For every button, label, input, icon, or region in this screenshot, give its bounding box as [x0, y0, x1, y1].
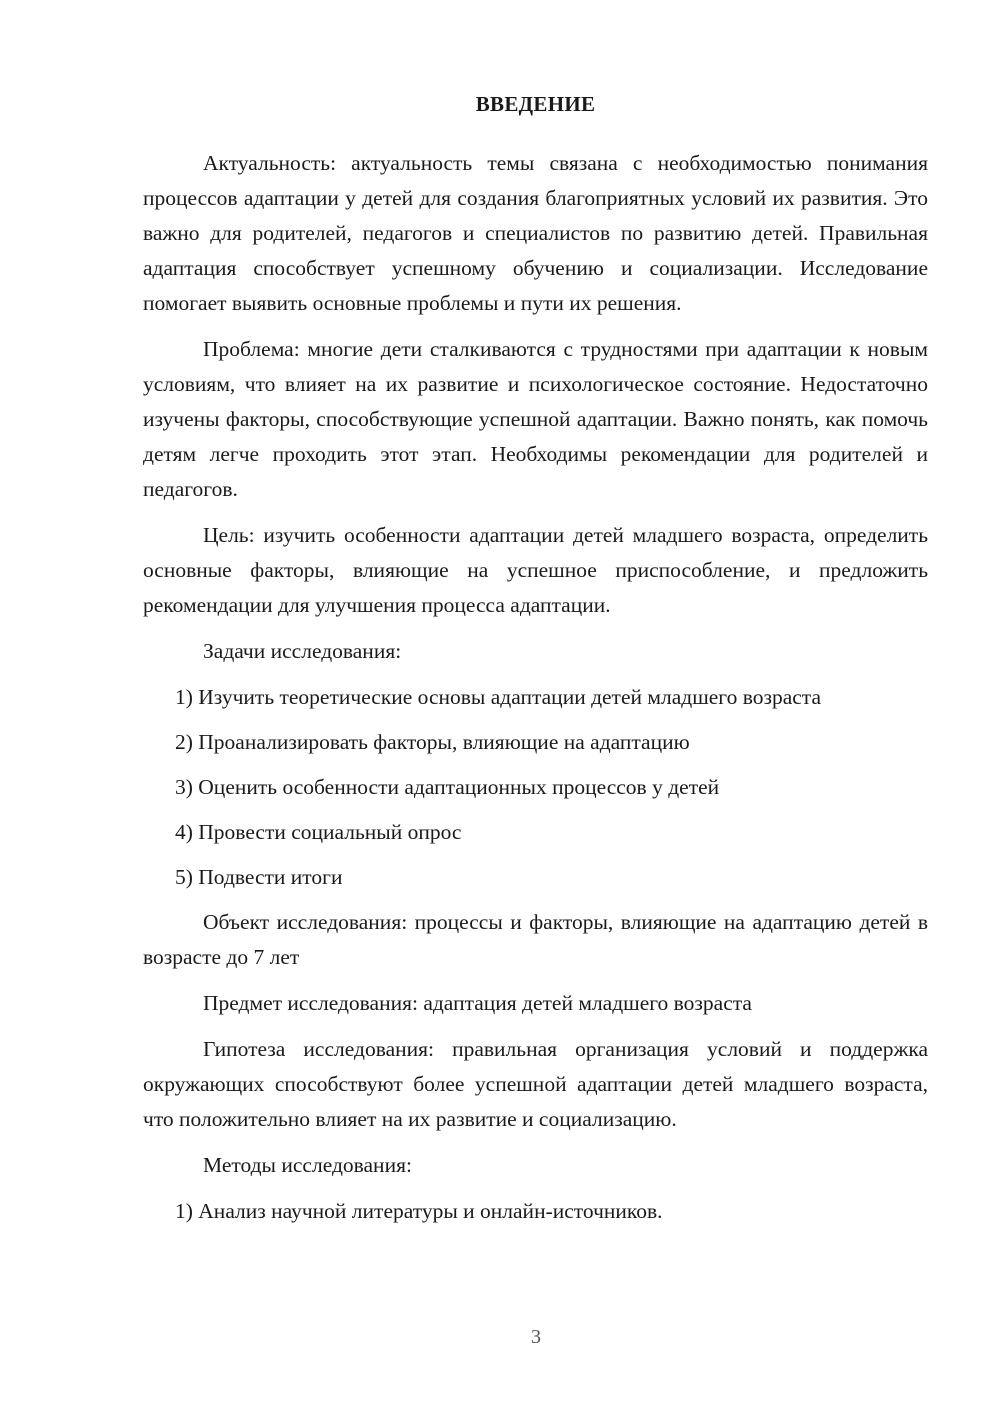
- paragraph-relevance: Актуальность: актуальность темы связана с необходимостью понимания процессов адаптации у детей для создания благоприятных условий их развития. Это важно для родителей, педагогов и специалистов по развитию детей. Правильная адаптация способствует успешному обучению и социализации. Исследование помогает выявить основные проблемы и пути их решения.: [143, 151, 928, 315]
- paragraph-hypothesis: Гипотеза исследования: правильная организация условий и поддержка окружающих способствуют более успешной адаптации детей младшего возраста, что положительно влияет на их развитие и социализацию.: [143, 1037, 928, 1131]
- page-number: 3: [531, 1326, 541, 1348]
- paragraph-subject: Предмет исследования: адаптация детей младшего возраста: [203, 991, 752, 1015]
- list-item: 4) Провести социальный опрос: [175, 820, 462, 844]
- document-page: [143, 92, 928, 1239]
- paragraph-goal: Цель: изучить особенности адаптации детей младшего возраста, определить основные факторы, влияющие на успешное приспособление, и предложить рекомендации для улучшения процесса адаптации.: [143, 523, 928, 617]
- methods-list: [143, 1194, 928, 1229]
- paragraph-object: Объект исследования: процессы и факторы, влияющие на адаптацию детей в возрасте до 7 лет: [143, 910, 928, 969]
- list-item: 5) Подвести итоги: [175, 865, 343, 889]
- methods-heading: Методы исследования:: [203, 1153, 412, 1177]
- paragraph-problem: Проблема: многие дети сталкиваются с трудностями при адаптации к новым условиям, что влияет на их развитие и психологическое состояние. Недостаточно изучены факторы, способствующие успешной адаптации. Важно понять, как помочь детям легче проходить этот этап. Необходимы рекомендации для родителей и педагогов.: [143, 337, 928, 501]
- document-title: ВВЕДЕНИЕ: [475, 92, 596, 116]
- list-item: 2) Проанализировать факторы, влияющие на адаптацию: [175, 730, 690, 754]
- tasks-list: [143, 680, 928, 895]
- tasks-heading: Задачи исследования:: [203, 639, 402, 663]
- list-item: 1) Анализ научной литературы и онлайн-источников.: [175, 1199, 663, 1223]
- list-item: 3) Оценить особенности адаптационных процессов у детей: [175, 775, 720, 799]
- list-item: 1) Изучить теоретические основы адаптации детей младшего возраста: [175, 685, 821, 709]
